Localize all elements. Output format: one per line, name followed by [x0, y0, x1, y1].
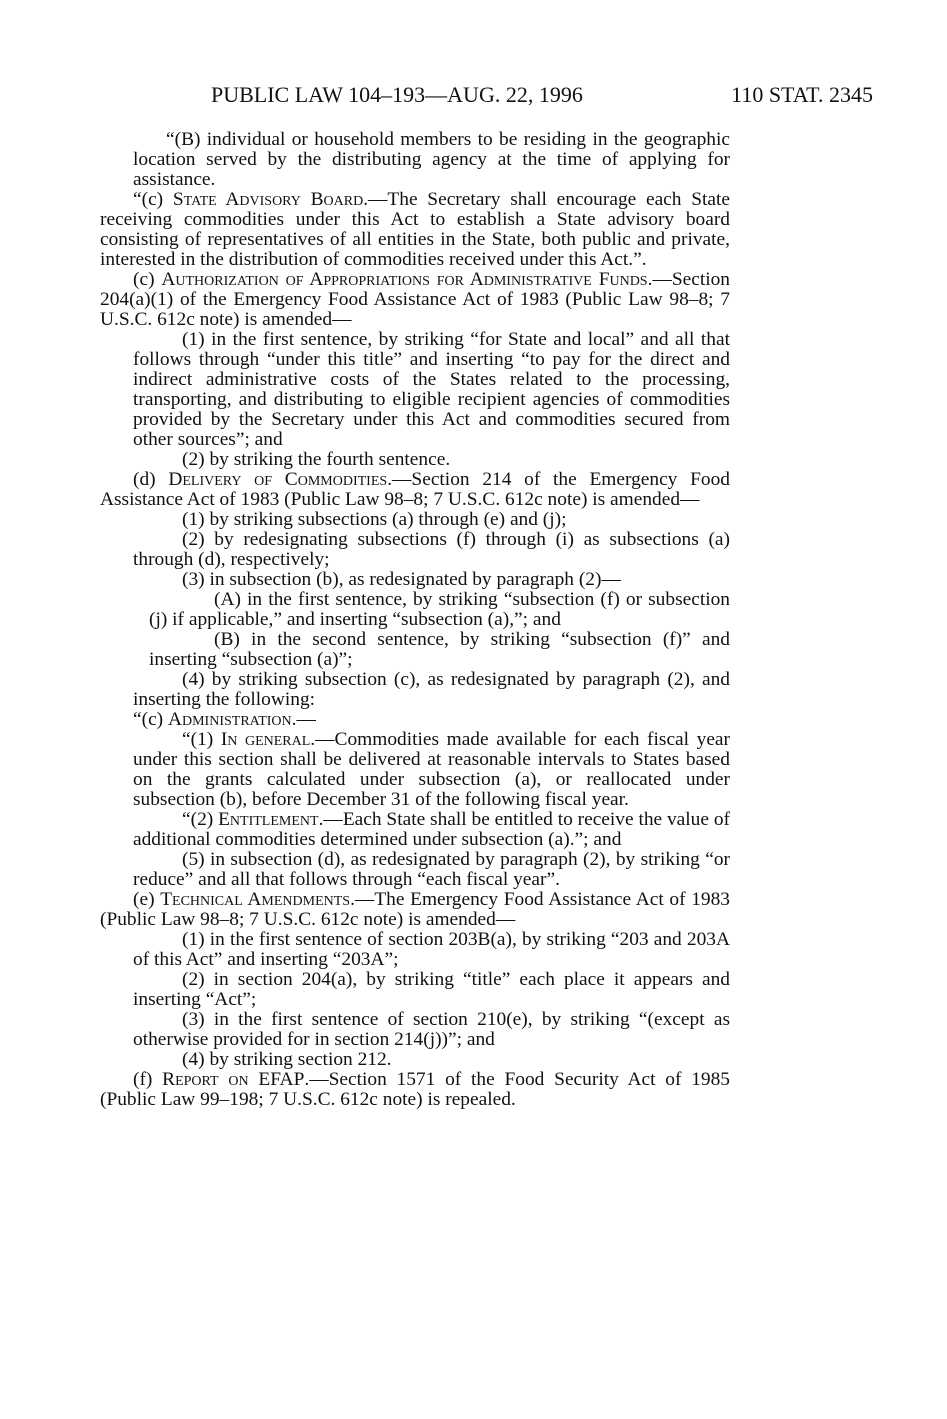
paragraph-5-subsection-d — [100, 850, 730, 890]
header-page-ref: 110 STAT. 2345 — [731, 82, 873, 107]
paragraph-heading: Entitlement — [218, 809, 319, 830]
paragraph-lead: (c) — [133, 269, 162, 290]
paragraph-B-second-sentence — [100, 630, 730, 670]
paragraph-lead: “(c) — [133, 709, 168, 730]
paragraph-text: (1) by striking subsections (a) through (e) and (j); — [182, 509, 567, 530]
law-text — [100, 130, 730, 1110]
paragraph-text: .—Commodities made available for each fiscal year under this section shall be delivered at reasonable intervals to States based on the grants calculated under subsection (a), or reallocated under subsection (b), before December 31 of the following fiscal year. — [133, 729, 730, 810]
paragraph-text: (B) in the second sentence, by striking “subsection (f)” and inserting “subsection (a)”; — [149, 629, 730, 670]
paragraph-text: (3) in the first sentence of section 210(e), by striking “(except as otherwise provided for in section 214(j))”; and — [133, 1009, 730, 1050]
paragraph-4-section-212 — [100, 1050, 730, 1070]
paragraph-text: (2) in section 204(a), by striking “title” each place it appears and inserting “Act”; — [133, 969, 730, 1010]
paragraph-1-striking-subsections — [100, 510, 730, 530]
paragraph-2-entitlement — [100, 810, 730, 850]
paragraph-text: .—Each State shall be entitled to receive the value of additional commodities determined under subsection (a).”; and — [133, 809, 730, 850]
paragraph-c-authorization — [100, 270, 730, 330]
paragraph-lead: (d) — [133, 469, 169, 490]
paragraph-lead: “(1) — [182, 729, 221, 750]
paragraph-1-section-203B — [100, 930, 730, 970]
paragraph-text: (5) in subsection (d), as redesignated by paragraph (2), by striking “or reduce” and all that follows through “each fiscal year”. — [133, 849, 730, 890]
running-header — [0, 82, 947, 112]
paragraph-lead: “(c) — [133, 189, 173, 210]
paragraph-text: .— — [291, 709, 316, 730]
paragraph-2-fourth-sentence — [100, 450, 730, 470]
paragraph-2-section-204a — [100, 970, 730, 1010]
paragraph-1-in-general — [100, 730, 730, 810]
paragraph-text: (A) in the first sentence, by striking “subsection (f) or subsection (j) if applicable,” and inserting “subsection (a),”; and — [149, 589, 730, 630]
paragraph-lead: (f) — [133, 1069, 163, 1090]
paragraph-heading: Report on EFAP — [162, 1069, 305, 1090]
paragraph-text: (1) in the first sentence of section 203B(a), by striking “203 and 203A of this Act” and inserting “203A”; — [133, 929, 730, 970]
paragraph-f-report-on-efap — [100, 1070, 730, 1110]
paragraph-1-first-sentence — [100, 330, 730, 450]
paragraph-text: (1) in the first sentence, by striking “for State and local” and all that follows through “under this title” and inserting “to pay for the direct and indirect administrative costs of the States related to the processing, transporting, and distributing to eligible recipient agencies of commodities provided by the Secretary under this Act and commodities secured from other sources”; and — [133, 329, 730, 450]
paragraph-text: .—The Emergency Food Assistance Act of 1983 (Public Law 98–8; 7 U.S.C. 612c note) is amended— — [100, 889, 730, 930]
header-title: PUBLIC LAW 104–193—AUG. 22, 1996 — [211, 82, 583, 107]
paragraph-heading: State Advisory Board — [172, 189, 364, 210]
paragraph-lead: “(2) — [182, 809, 219, 830]
paragraph-c-state-advisory-board — [100, 190, 730, 270]
paragraph-heading: Authorization of Appropriations for Administrative Funds — [161, 269, 648, 290]
paragraph-3-subsection-b — [100, 570, 730, 590]
paragraph-text: (2) by striking the fourth sentence. — [182, 449, 451, 470]
paragraph-d-delivery — [100, 470, 730, 510]
paragraph-text: .—Section 1571 of the Food Security Act of 1985 (Public Law 99–198; 7 U.S.C. 612c note) is repealed. — [100, 1069, 730, 1110]
paragraph-2-redesignating — [100, 530, 730, 570]
paragraph-lead: (e) — [133, 889, 161, 910]
paragraph-text: .—Section 204(a)(1) of the Emergency Food Assistance Act of 1983 (Public Law 98–8; 7 U.S.C. 612c note) is amended— — [100, 269, 730, 330]
paragraph-heading: In general — [220, 729, 311, 750]
paragraph-text: (2) by redesignating subsections (f) through (i) as subsections (a) through (d), respectively; — [133, 529, 730, 570]
paragraph-text: (3) in subsection (b), as redesignated by paragraph (2)— — [182, 569, 621, 590]
paragraph-e-technical-amendments — [100, 890, 730, 930]
paragraph-3-section-210e — [100, 1010, 730, 1050]
paragraph-heading: Delivery of Commodities — [168, 469, 388, 490]
paragraph-text: .—The Secretary shall encourage each State receiving commodities under this Act to establish a State advisory board consisting of representatives of all entities in the State, both public and private, interested in the distribution of commodities received under this Act.”. — [100, 189, 730, 270]
paragraph-text: (4) by striking section 212. — [182, 1049, 392, 1070]
paragraph-4-striking-subsection-c — [100, 670, 730, 710]
paragraph-text: .—Section 214 of the Emergency Food Assistance Act of 1983 (Public Law 98–8; 7 U.S.C. 612c note) is amended— — [100, 469, 730, 510]
paragraph-text: “(B) individual or household members to be residing in the geographic location served by the distributing agency at the time of applying for assistance. — [133, 129, 730, 190]
paragraph-heading: Administration — [167, 709, 292, 730]
paragraph-A-first-sentence — [100, 590, 730, 630]
paragraph-B-individual — [100, 130, 730, 190]
paragraph-c-administration — [100, 710, 730, 730]
paragraph-text: (4) by striking subsection (c), as redesignated by paragraph (2), and inserting the following: — [133, 669, 730, 710]
paragraph-heading: Technical Amendments — [160, 889, 351, 910]
